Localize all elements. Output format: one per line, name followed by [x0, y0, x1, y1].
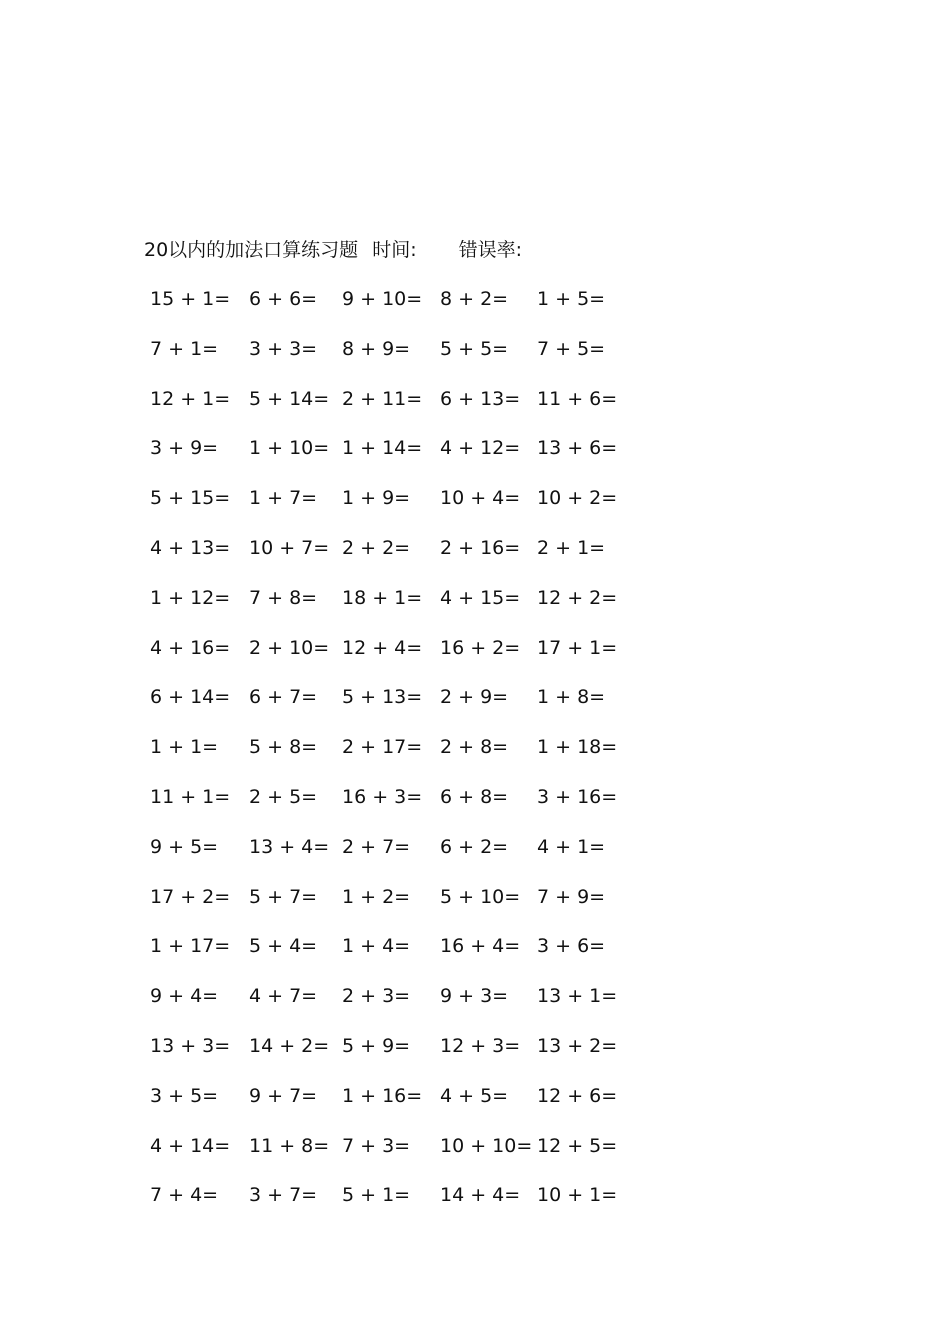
problem-item: 1 + 8=: [537, 686, 606, 709]
problem-item: 5 + 10=: [440, 885, 521, 908]
problem-row: [0, 533, 950, 583]
problem-item: 10 + 7=: [249, 536, 330, 559]
problem-item: 5 + 13=: [342, 686, 423, 709]
problem-item: 9 + 10=: [342, 288, 423, 310]
problem-row: [0, 1081, 950, 1131]
problem-item: 5 + 15=: [150, 487, 231, 510]
problem-item: 6 + 6=: [249, 288, 318, 310]
problem-item: 3 + 6=: [537, 935, 606, 958]
problem-row: [0, 782, 950, 832]
problem-item: 8 + 2=: [440, 288, 509, 310]
problem-row: [0, 931, 950, 981]
problem-item: 4 + 1=: [537, 835, 606, 858]
problem-item: 2 + 16=: [440, 536, 521, 559]
problem-item: 5 + 7=: [249, 885, 318, 908]
problem-item: 8 + 9=: [342, 337, 411, 360]
problem-row: [0, 1180, 950, 1230]
problem-item: 2 + 17=: [342, 736, 423, 759]
problem-item: 16 + 2=: [440, 636, 521, 659]
problem-item: 5 + 8=: [249, 736, 318, 759]
worksheet-title: 20以内的加法口算练习题: [144, 239, 359, 261]
worksheet-header: [144, 236, 522, 264]
problem-item: 1 + 5=: [537, 288, 606, 310]
problem-row: [0, 334, 950, 384]
problem-item: 13 + 3=: [150, 1034, 231, 1057]
problem-item: 12 + 6=: [537, 1084, 618, 1107]
problem-item: 9 + 7=: [249, 1084, 318, 1107]
problem-item: 3 + 7=: [249, 1184, 318, 1207]
problem-item: 2 + 7=: [342, 835, 411, 858]
problem-row: [0, 433, 950, 483]
problem-item: 2 + 11=: [342, 387, 423, 410]
problem-item: 18 + 1=: [342, 586, 423, 609]
problem-item: 10 + 10=: [440, 1134, 533, 1157]
problem-item: 3 + 3=: [249, 337, 318, 360]
problem-row: [0, 981, 950, 1031]
problem-item: 7 + 4=: [150, 1184, 219, 1207]
problem-item: 1 + 18=: [537, 736, 618, 759]
problem-item: 5 + 1=: [342, 1184, 411, 1207]
problem-item: 12 + 4=: [342, 636, 423, 659]
problem-item: 5 + 4=: [249, 935, 318, 958]
problem-item: 5 + 14=: [249, 387, 330, 410]
problem-item: 3 + 5=: [150, 1084, 219, 1107]
problem-row: [0, 583, 950, 633]
problem-item: 5 + 5=: [440, 337, 509, 360]
problem-item: 5 + 9=: [342, 1034, 411, 1057]
problem-item: 4 + 7=: [249, 985, 318, 1008]
problem-item: 4 + 12=: [440, 437, 521, 460]
problem-item: 1 + 7=: [249, 487, 318, 510]
problem-grid: [0, 284, 950, 1230]
problem-row: [0, 384, 950, 434]
problem-item: 1 + 12=: [150, 586, 231, 609]
problem-item: 1 + 1=: [150, 736, 219, 759]
problem-item: 7 + 1=: [150, 337, 219, 360]
problem-item: 14 + 2=: [249, 1034, 330, 1057]
problem-item: 4 + 15=: [440, 586, 521, 609]
error-rate-label: 错误率:: [458, 239, 522, 261]
problem-item: 17 + 1=: [537, 636, 618, 659]
problem-item: 11 + 6=: [537, 387, 618, 410]
time-label: 时间:: [372, 239, 417, 261]
problem-item: 12 + 3=: [440, 1034, 521, 1057]
problem-row: [0, 882, 950, 932]
problem-item: 1 + 4=: [342, 935, 411, 958]
problem-item: 1 + 14=: [342, 437, 423, 460]
problem-item: 15 + 1=: [150, 288, 231, 310]
problem-row: [0, 633, 950, 683]
problem-item: 1 + 16=: [342, 1084, 423, 1107]
problem-item: 17 + 2=: [150, 885, 231, 908]
problem-item: 6 + 7=: [249, 686, 318, 709]
problem-item: 2 + 5=: [249, 785, 318, 808]
problem-item: 7 + 3=: [342, 1134, 411, 1157]
problem-item: 2 + 1=: [537, 536, 606, 559]
problem-item: 13 + 4=: [249, 835, 330, 858]
problem-item: 12 + 1=: [150, 387, 231, 410]
problem-item: 11 + 8=: [249, 1134, 330, 1157]
problem-item: 10 + 1=: [537, 1184, 618, 1207]
problem-row: [0, 284, 950, 334]
problem-row: [0, 483, 950, 533]
problem-row: [0, 832, 950, 882]
problem-item: 7 + 9=: [537, 885, 606, 908]
problem-item: 16 + 4=: [440, 935, 521, 958]
problem-item: 1 + 2=: [342, 885, 411, 908]
problem-item: 2 + 3=: [342, 985, 411, 1008]
problem-item: 7 + 5=: [537, 337, 606, 360]
problem-item: 4 + 5=: [440, 1084, 509, 1107]
problem-item: 9 + 5=: [150, 835, 219, 858]
problem-item: 13 + 1=: [537, 985, 618, 1008]
problem-row: [0, 682, 950, 732]
problem-item: 7 + 8=: [249, 586, 318, 609]
problem-item: 1 + 9=: [342, 487, 411, 510]
problem-item: 6 + 8=: [440, 785, 509, 808]
problem-item: 14 + 4=: [440, 1184, 521, 1207]
problem-item: 4 + 16=: [150, 636, 231, 659]
problem-row: [0, 732, 950, 782]
problem-item: 6 + 2=: [440, 835, 509, 858]
problem-item: 9 + 4=: [150, 985, 219, 1008]
problem-item: 2 + 9=: [440, 686, 509, 709]
problem-item: 3 + 9=: [150, 437, 219, 460]
problem-item: 1 + 17=: [150, 935, 231, 958]
problem-item: 10 + 2=: [537, 487, 618, 510]
problem-item: 12 + 5=: [537, 1134, 618, 1157]
problem-item: 1 + 10=: [249, 437, 330, 460]
problem-item: 2 + 2=: [342, 536, 411, 559]
problem-item: 6 + 14=: [150, 686, 231, 709]
problem-item: 4 + 13=: [150, 536, 231, 559]
problem-item: 13 + 2=: [537, 1034, 618, 1057]
problem-row: [0, 1031, 950, 1081]
problem-item: 11 + 1=: [150, 785, 231, 808]
problem-item: 12 + 2=: [537, 586, 618, 609]
problem-item: 4 + 14=: [150, 1134, 231, 1157]
problem-item: 2 + 8=: [440, 736, 509, 759]
problem-item: 6 + 13=: [440, 387, 521, 410]
problem-item: 16 + 3=: [342, 785, 423, 808]
problem-row: [0, 1131, 950, 1181]
problem-item: 2 + 10=: [249, 636, 330, 659]
problem-item: 9 + 3=: [440, 985, 509, 1008]
problem-item: 3 + 16=: [537, 785, 618, 808]
problem-item: 10 + 4=: [440, 487, 521, 510]
problem-item: 13 + 6=: [537, 437, 618, 460]
